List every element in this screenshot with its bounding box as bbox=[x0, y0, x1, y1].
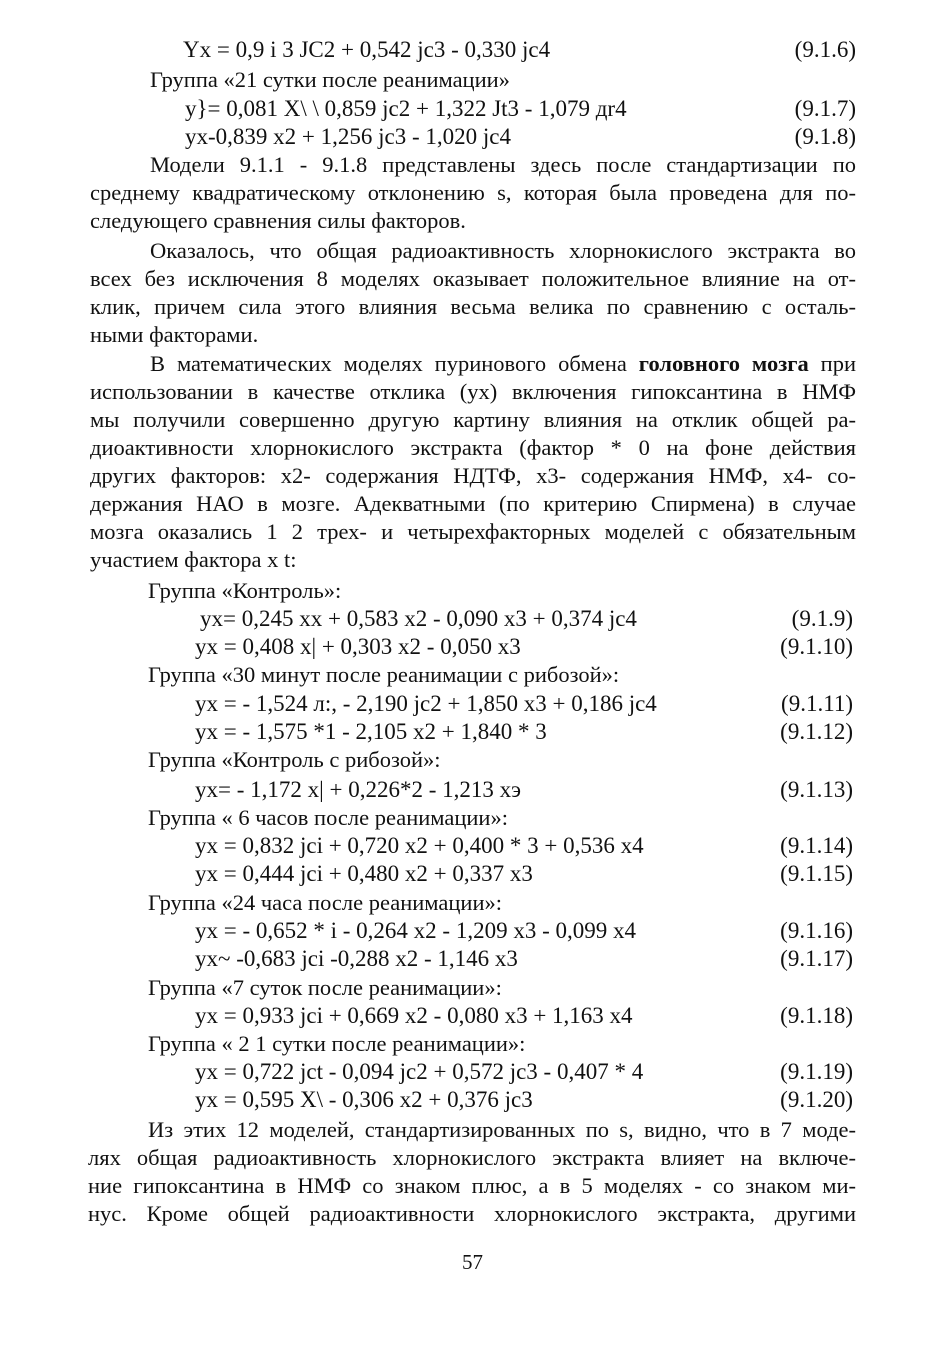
paragraph-line: клик, причем сила этого влияния весьма велика по сравнению с осталь- bbox=[90, 294, 856, 319]
paragraph-line: мозга оказались 1 2 трех- и четырехфакторных моделей с обязательным bbox=[90, 519, 856, 544]
equation-text: yx = 0,408 x| + 0,303 x2 - 0,050 x3 bbox=[195, 634, 521, 659]
page-number: 57 bbox=[462, 1250, 483, 1274]
equation-line bbox=[195, 633, 853, 661]
equation-text: yx = 0,933 jci + 0,669 x2 - 0,080 x3 + 1,163 x4 bbox=[195, 1003, 633, 1028]
paragraph-line: других факторов: x2- содержания НДТФ, x3- содержания НМФ, x4- со- bbox=[90, 463, 856, 488]
equation-line bbox=[195, 718, 853, 746]
equation-number: (9.1.6) bbox=[794, 37, 856, 62]
paragraph-line: нус. Кроме общей радиоактивности хлорнокислого экстракта, другими bbox=[88, 1201, 856, 1226]
equation-number: (9.1.12) bbox=[780, 719, 853, 744]
paragraph-line: всех без исключения 8 моделях оказывает положительное влияние на от- bbox=[90, 266, 856, 291]
equation-text: yx = - 1,575 *1 - 2,105 x2 + 1,840 * 3 bbox=[195, 719, 547, 744]
equation-line bbox=[195, 776, 853, 804]
equation-number: (9.1.19) bbox=[780, 1059, 853, 1084]
group-heading: Группа «21 сутки после реанимации» bbox=[150, 67, 510, 92]
equation-line bbox=[195, 1002, 853, 1030]
bold-term: головного мозга bbox=[638, 351, 809, 376]
equation-number: (9.1.8) bbox=[794, 124, 856, 149]
paragraph-line: Модели 9.1.1 - 9.1.8 представлены здесь после стандартизации по bbox=[150, 152, 856, 177]
equation-number: (9.1.13) bbox=[780, 777, 853, 802]
equation-number: (9.1.11) bbox=[781, 691, 853, 716]
paragraph-line: Оказалось, что общая радиоактивность хлорнокислого экстракта во bbox=[150, 238, 856, 263]
equation-line bbox=[185, 95, 856, 123]
paragraph-line: ными факторами. bbox=[90, 322, 259, 347]
equation-number: (9.1.17) bbox=[780, 946, 853, 971]
equation-line bbox=[195, 690, 853, 718]
group-heading: Группа « 6 часов после реанимации»: bbox=[148, 805, 508, 830]
equation-number: (9.1.7) bbox=[794, 96, 856, 121]
group-heading: Группа « 2 1 сутки после реанимации»: bbox=[148, 1031, 526, 1056]
equation-text: yx = - 0,652 * i - 0,264 x2 - 1,209 x3 - 0,099 x4 bbox=[195, 918, 636, 943]
group-heading: Группа «30 минут после реанимации с рибозой»: bbox=[148, 662, 620, 687]
equation-text: yx-0,839 x2 + 1,256 jc3 - 1,020 jc4 bbox=[185, 124, 511, 149]
group-heading: Группа «Контроль»: bbox=[148, 578, 342, 603]
equation-line bbox=[195, 860, 853, 888]
equation-text: yx = 0,832 jci + 0,720 x2 + 0,400 * 3 + 0,536 x4 bbox=[195, 833, 644, 858]
equation-number: (9.1.20) bbox=[780, 1087, 853, 1112]
paragraph-line bbox=[150, 350, 856, 378]
equation-line bbox=[195, 1058, 853, 1086]
equation-number: (9.1.14) bbox=[780, 833, 853, 858]
equation-line bbox=[200, 605, 853, 633]
equation-text: yx = 0,444 jci + 0,480 x2 + 0,337 x3 bbox=[195, 861, 533, 886]
paragraph-line: мы получили совершенно другую картину влияния на отклик общей ра- bbox=[90, 407, 856, 432]
equation-line bbox=[195, 945, 853, 973]
equation-text: yx= - 1,172 x| + 0,226*2 - 1,213 xэ bbox=[195, 777, 521, 802]
paragraph-line: держания НАО в мозге. Адекватными (по критерию Спирмена) в случае bbox=[90, 491, 856, 516]
group-heading: Группа «24 часа после реанимации»: bbox=[148, 890, 502, 915]
equation-number: (9.1.10) bbox=[780, 634, 853, 659]
paragraph-line: диоактивности хлорнокислого экстракта (фактор * 0 на фоне действия bbox=[90, 435, 856, 460]
equation-line bbox=[183, 36, 856, 64]
equation-line bbox=[185, 123, 856, 151]
equation-number: (9.1.16) bbox=[780, 918, 853, 943]
equation-text: y}= 0,081 X\ \ 0,859 jc2 + 1,322 Jt3 - 1,079 дr4 bbox=[185, 96, 627, 121]
paragraph-line: ние гипоксантина в НМФ со знаком плюс, а в 5 моделях - со знаком ми- bbox=[88, 1173, 856, 1198]
equation-text: yx = 0,722 jct - 0,094 jc2 + 0,572 jc3 - 0,407 * 4 bbox=[195, 1059, 644, 1084]
text-span: при bbox=[808, 351, 857, 376]
paragraph-line: следующего сравнения силы факторов. bbox=[90, 208, 466, 233]
equation-line bbox=[195, 1086, 853, 1114]
equation-line bbox=[195, 917, 853, 945]
equation-text: Yx = 0,9 i 3 JC2 + 0,542 jc3 - 0,330 jc4 bbox=[183, 37, 551, 62]
equation-number: (9.1.18) bbox=[780, 1003, 853, 1028]
paragraph-line: среднему квадратическому отклонению s, которая была проведена для по- bbox=[90, 180, 856, 205]
equation-line bbox=[195, 832, 853, 860]
paragraph-line: Из этих 12 моделей, стандартизированных по s, видно, что в 7 моде- bbox=[148, 1117, 856, 1142]
equation-text: yx = 0,595 X\ - 0,306 x2 + 0,376 jc3 bbox=[195, 1087, 533, 1112]
group-heading: Группа «7 суток после реанимации»: bbox=[148, 975, 502, 1000]
equation-number: (9.1.15) bbox=[780, 861, 853, 886]
equation-text: yx= 0,245 xx + 0,583 x2 - 0,090 x3 + 0,374 jc4 bbox=[200, 606, 637, 631]
paragraph-line: использовании в качестве отклика (yx) включения гипоксантина в НМФ bbox=[90, 379, 856, 404]
equation-number: (9.1.9) bbox=[791, 606, 853, 631]
text-span: В математических моделях пуринового обмена bbox=[150, 351, 639, 376]
paragraph-line: участием фактора x t: bbox=[90, 547, 297, 572]
equation-text: yx = - 1,524 л:, - 2,190 jc2 + 1,850 x3 + 0,186 jc4 bbox=[195, 691, 657, 716]
paragraph-line: лях общая радиоактивность хлорнокислого экстракта влияет на включе- bbox=[88, 1145, 856, 1170]
equation-text: yx~ -0,683 jci -0,288 x2 - 1,146 x3 bbox=[195, 946, 518, 971]
group-heading: Группа «Контроль с рибозой»: bbox=[148, 747, 441, 772]
